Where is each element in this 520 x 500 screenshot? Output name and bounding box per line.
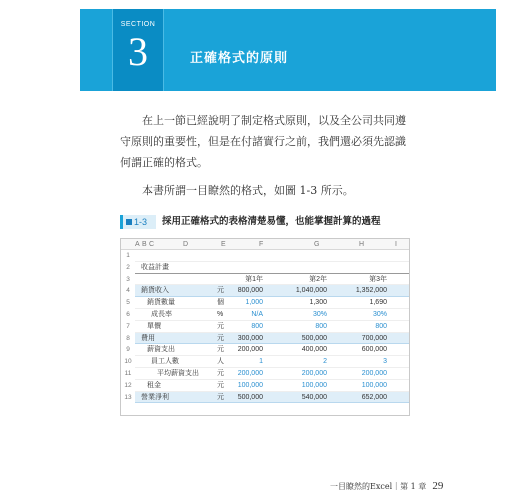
row-number: 4 bbox=[126, 287, 130, 295]
col-header: I bbox=[395, 241, 397, 248]
row-number: 3 bbox=[126, 275, 130, 283]
col-header: B bbox=[142, 241, 147, 248]
cell-value: 100,000 bbox=[301, 381, 327, 389]
cell-value: 700,000 bbox=[361, 334, 387, 342]
cell-value: 800 bbox=[315, 322, 327, 330]
section-title: 正確格式的原則 bbox=[190, 51, 289, 66]
paragraph-2: 本書所謂一目瞭然的格式，如圖 1-3 所示。 bbox=[142, 184, 354, 197]
section-number-box bbox=[112, 9, 164, 91]
cell-value: 600,000 bbox=[361, 346, 387, 354]
col-header: C bbox=[149, 241, 155, 248]
cell-value: 800 bbox=[375, 322, 387, 330]
cell-value: 500,000 bbox=[237, 393, 263, 401]
row-unit: 元 bbox=[217, 381, 224, 389]
column-header-bar bbox=[121, 239, 409, 250]
cell-value: 300,000 bbox=[237, 334, 263, 342]
year-header: 第1年 bbox=[245, 275, 263, 283]
spreadsheet bbox=[120, 238, 410, 416]
col-header: F bbox=[259, 241, 264, 248]
cell-value: 30% bbox=[372, 310, 387, 318]
cell-value: N/A bbox=[251, 310, 263, 318]
row-number: 6 bbox=[126, 310, 130, 318]
row-unit: 個 bbox=[217, 299, 224, 307]
row-label: 平均薪資支出 bbox=[157, 369, 199, 377]
col-header: A bbox=[135, 241, 140, 248]
year-header: 第3年 bbox=[369, 275, 387, 283]
cell-value: 200,000 bbox=[301, 369, 327, 377]
section-word: SECTION bbox=[120, 21, 156, 28]
cell-value: 400,000 bbox=[301, 346, 327, 354]
row-number: 7 bbox=[126, 322, 130, 330]
row-numbers bbox=[121, 250, 135, 403]
sheet-title: 收益計畫 bbox=[141, 263, 169, 271]
row-unit: 元 bbox=[217, 346, 224, 354]
row-number: 8 bbox=[126, 334, 130, 342]
table-row bbox=[135, 262, 409, 274]
page-footer bbox=[330, 480, 443, 492]
cell-value: 200,000 bbox=[237, 369, 263, 377]
row-label: 銷貨數量 bbox=[147, 299, 175, 307]
footer-text: 一目瞭然的Excel｜第 1 章 bbox=[330, 482, 427, 491]
cell-value: 1,000 bbox=[245, 299, 263, 307]
table-row bbox=[135, 309, 409, 321]
row-label: 員工人數 bbox=[151, 358, 179, 366]
col-header: H bbox=[359, 241, 365, 248]
row-number: 1 bbox=[126, 252, 130, 259]
cell-value: 652,000 bbox=[361, 393, 387, 401]
cell-value: 540,000 bbox=[301, 393, 327, 401]
cell-value: 500,000 bbox=[301, 334, 327, 342]
row-number: 12 bbox=[124, 381, 132, 389]
table-row bbox=[135, 297, 409, 309]
table-row bbox=[135, 250, 409, 262]
row-number: 13 bbox=[124, 393, 132, 401]
row-unit: 元 bbox=[217, 322, 224, 330]
row-unit: 元 bbox=[217, 393, 224, 401]
row-label: 租金 bbox=[147, 381, 161, 389]
row-label: 薪資支出 bbox=[147, 346, 175, 354]
row-number: 11 bbox=[124, 369, 132, 377]
cell-value: 200,000 bbox=[237, 346, 263, 354]
row-label: 費用 bbox=[141, 334, 155, 342]
row-label: 銷貨收入 bbox=[141, 287, 169, 295]
figure-square-icon bbox=[126, 219, 132, 225]
table-row bbox=[135, 380, 409, 392]
table-row bbox=[135, 274, 409, 286]
cell-value: 800,000 bbox=[237, 287, 263, 295]
row-unit: 元 bbox=[217, 287, 224, 295]
figure-label bbox=[120, 215, 156, 229]
section-number: 3 bbox=[128, 29, 148, 74]
table-row bbox=[135, 344, 409, 356]
cell-value: 1,690 bbox=[369, 299, 387, 307]
row-unit: 元 bbox=[217, 334, 224, 342]
col-header: D bbox=[183, 241, 189, 248]
cell-value: 100,000 bbox=[361, 381, 387, 389]
year-header: 第2年 bbox=[309, 275, 327, 283]
cell-value: 30% bbox=[312, 310, 327, 318]
row-unit: 元 bbox=[217, 369, 224, 377]
table-row bbox=[135, 333, 409, 345]
col-header: G bbox=[314, 241, 320, 248]
col-header: E bbox=[221, 241, 226, 248]
cell-value: 100,000 bbox=[237, 381, 263, 389]
row-number: 9 bbox=[126, 346, 130, 354]
cell-value: 1 bbox=[259, 358, 263, 366]
cell-value: 200,000 bbox=[361, 369, 387, 377]
table-row bbox=[135, 356, 409, 368]
row-unit: % bbox=[217, 310, 224, 318]
row-unit: 人 bbox=[217, 358, 224, 366]
cell-value: 3 bbox=[383, 358, 387, 366]
row-number: 5 bbox=[126, 299, 130, 307]
row-label: 成長率 bbox=[151, 310, 172, 318]
table-row bbox=[135, 285, 409, 297]
row-label: 營業淨利 bbox=[141, 393, 169, 401]
row-label: 單價 bbox=[147, 322, 161, 330]
paragraph-1: 在上一節已經說明了制定格式原則，以及全公司共同遵守原則的重要性，但是在付諸實行之前，我們還必須先認識何謂正確的格式。 bbox=[120, 114, 406, 169]
sheet-grid bbox=[135, 250, 409, 403]
table-row bbox=[135, 321, 409, 333]
table-row bbox=[135, 368, 409, 380]
row-number: 10 bbox=[124, 358, 132, 366]
page-number: 29 bbox=[432, 480, 444, 492]
figure-number: 1-3 bbox=[134, 217, 148, 227]
cell-value: 1,300 bbox=[309, 299, 327, 307]
cell-value: 800 bbox=[251, 322, 263, 330]
table-row bbox=[135, 392, 409, 404]
cell-value: 1,040,000 bbox=[295, 287, 327, 295]
cell-value: 2 bbox=[323, 358, 327, 366]
cell-value: 1,352,000 bbox=[355, 287, 387, 295]
figure-caption: 採用正確格式的表格清楚易懂，也能掌握計算的過程 bbox=[162, 216, 381, 227]
row-number: 2 bbox=[126, 263, 130, 271]
